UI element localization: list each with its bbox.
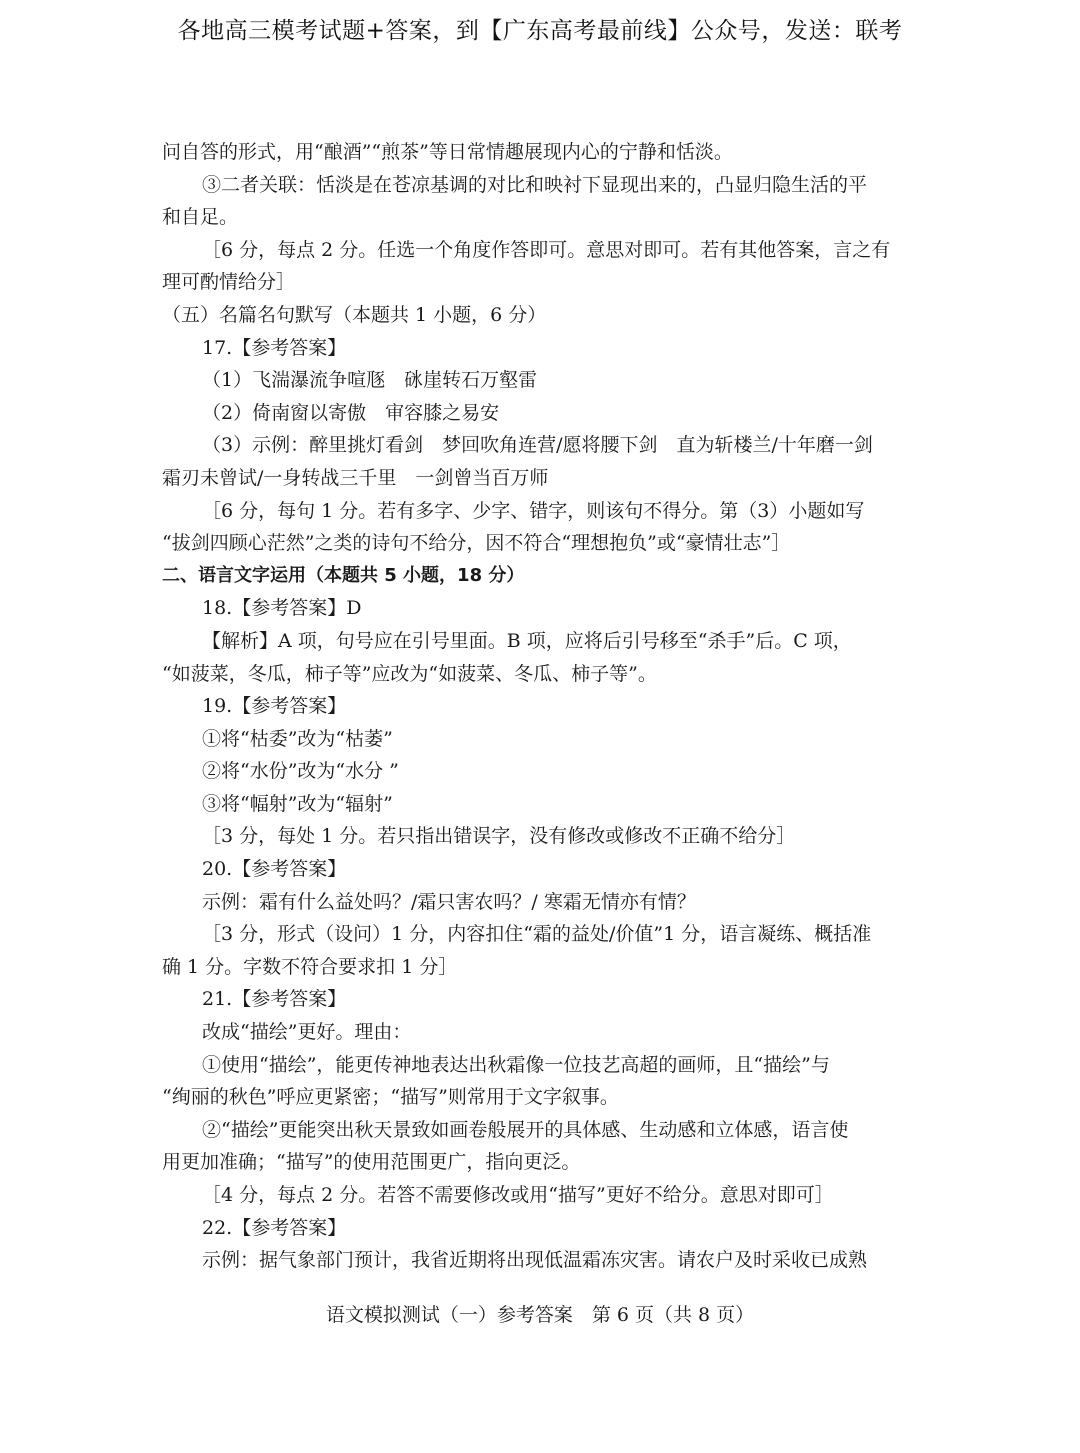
text-line: （1）飞湍瀑流争喧豗 砯崖转石万壑雷 <box>202 369 538 392</box>
text-line: ［3 分，每处 1 分。若只指出错误字，没有修改或修改不正确不给分］ <box>202 825 796 848</box>
text-line: 理可酌情给分］ <box>162 271 296 294</box>
text-line: 21.【参考答案】 <box>202 988 347 1011</box>
text-line: 示例：霜有什么益处吗？/霜只害农吗？/ 寒霜无情亦有情？ <box>202 890 696 913</box>
text-line: 17.【参考答案】 <box>202 336 347 359</box>
section-heading: 二、语言文字运用（本题共 5 小题，18 分） <box>162 564 525 586</box>
text-line: ［6 分，每句 1 分。若有多字、少字、错字，则该句不得分。第（3）小题如写 <box>202 499 865 522</box>
text-line: 22.【参考答案】 <box>202 1216 347 1239</box>
text-line: 问自答的形式，用“酿酒”“煎茶”等日常情趣展现内心的宁静和恬淡。 <box>162 141 733 163</box>
text-line: 【解析】A 项，句号应在引号里面。B 项，应将后引号移至“杀手”后。C 项， <box>202 629 852 652</box>
text-line: ［4 分，每点 2 分。若答不需要修改或用“描写”更好不给分。意思对即可］ <box>202 1184 834 1206</box>
page-footer: 语文模拟测试（一）参考答案 第 6 页（共 8 页） <box>325 1304 755 1326</box>
top-banner: 各地高三模考试题+答案，到【广东高考最前线】公众号，发送：联考 <box>177 18 903 44</box>
answer-content <box>162 136 918 1277</box>
text-line: “绚丽的秋色”呼应更紧密；“描写”则常用于文字叙事。 <box>162 1086 619 1109</box>
text-line: 和自足。 <box>162 206 239 229</box>
text-line: “拔剑四顾心茫然”之类的诗句不给分，因不符合“理想抱负”或“豪情壮志”］ <box>162 532 791 555</box>
text-line: （2）倚南窗以寄傲 审容膝之易安 <box>202 401 500 424</box>
text-line: 18.【参考答案】D <box>202 597 362 620</box>
text-line: ①使用“描绘”，能更传神地表达出秋霜像一位技艺高超的画师，且“描绘”与 <box>202 1053 830 1076</box>
text-line: ①将“枯委”改为“枯萎” <box>202 727 393 750</box>
text-line: （3）示例：醉里挑灯看剑 梦回吹角连营/愿将腰下剑 直为斩楼兰/十年磨一剑 <box>202 434 873 457</box>
text-line: “如菠菜，冬瓜，柿子等”应改为“如菠菜、冬瓜、柿子等”。 <box>162 662 657 685</box>
text-line: ［3 分，形式（设问）1 分，内容扣住“霜的益处/价值”1 分，语言凝练、概括准 <box>202 923 872 946</box>
text-line: ②“描绘”更能突出秋天景致如画卷般展开的具体感、生动感和立体感，语言使 <box>202 1118 849 1141</box>
text-line: 示例：据气象部门预计，我省近期将出现低温霜冻灾害。请农户及时采收已成熟 <box>202 1249 868 1272</box>
text-line: （五）名篇名句默写（本题共 1 小题，6 分） <box>162 303 547 326</box>
text-line: ③二者关联：恬淡是在苍凉基调的对比和映衬下显现出来的，凸显归隐生活的平 <box>202 173 868 196</box>
text-line: ③将“幅射”改为“辐射” <box>202 792 393 815</box>
text-line: 确 1 分。字数不符合要求扣 1 分］ <box>162 955 458 978</box>
text-line: 用更加准确；“描写”的使用范围更广，指向更泛。 <box>162 1151 581 1174</box>
text-line: 20.【参考答案】 <box>202 858 347 881</box>
text-line: 改成“描绘”更好。理由： <box>202 1021 412 1044</box>
text-line: 19.【参考答案】 <box>202 695 347 718</box>
text-line: 霜刃未曾试/一身转战三千里 一剑曾当百万师 <box>162 466 549 489</box>
text-line: ②将“水份”改为“水分 ” <box>202 760 399 783</box>
text-line: ［6 分，每点 2 分。任选一个角度作答即可。意思对即可。若有其他答案，言之有 <box>202 238 891 261</box>
